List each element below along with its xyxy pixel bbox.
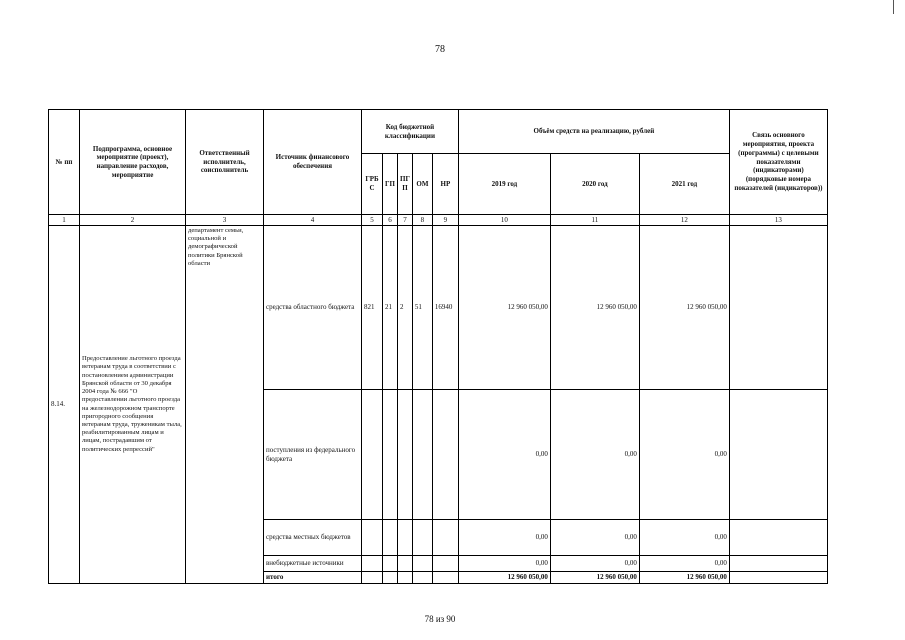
column-number: 7 [398, 215, 413, 226]
amount-2020: 12 960 050,00 [550, 226, 639, 390]
header-2019: 2019 год [458, 154, 550, 215]
source-local: средства местных бюджетов [264, 520, 362, 556]
row-executor: департамент семьи, социальной и демографической политики Брянской области [186, 226, 264, 584]
indicator-cell [729, 572, 827, 584]
cell-grbs: 821 [362, 226, 383, 390]
page-footer: 78 из 90 [424, 614, 456, 624]
column-number: 3 [186, 215, 264, 226]
header-amount: Объём средств на реализацию, рублей [458, 110, 729, 154]
header-grbs: ГРБ С [362, 154, 383, 215]
row-number: 8.14. [49, 226, 80, 584]
amount-2020: 0,00 [550, 520, 639, 556]
column-number: 13 [729, 215, 827, 226]
page-number: 78 [435, 44, 445, 55]
source-regional: средства областного бюджета [264, 226, 362, 390]
column-number: 12 [639, 215, 729, 226]
amount-2021: 0,00 [639, 556, 729, 572]
total-2020: 12 960 050,00 [550, 572, 639, 584]
total-label: итого [264, 572, 362, 584]
amount-2021: 12 960 050,00 [639, 226, 729, 390]
header-gp: ГП [383, 154, 398, 215]
indicator-cell [729, 226, 827, 390]
header-budget-code: Код бюджетной классификации [362, 110, 459, 154]
header-pgp: ПГ П [398, 154, 413, 215]
amount-2019: 0,00 [458, 520, 550, 556]
column-number: 10 [458, 215, 550, 226]
column-number: 5 [362, 215, 383, 226]
header-om: ОМ [412, 154, 432, 215]
indicator-cell [729, 556, 827, 572]
amount-2019: 0,00 [458, 390, 550, 520]
column-number: 9 [432, 215, 458, 226]
indicator-cell [729, 520, 827, 556]
source-federal: поступления из федерального бюджета [264, 390, 362, 520]
header-number: № пп [49, 110, 80, 215]
header-executor: Ответственный исполнитель, соисполнитель [186, 110, 264, 215]
column-number: 8 [412, 215, 432, 226]
amount-2019: 0,00 [458, 556, 550, 572]
cell-gp: 21 [383, 226, 398, 390]
source-extrabudgetary: внебюджетные источники [264, 556, 362, 572]
column-number: 2 [80, 215, 186, 226]
amount-2020: 0,00 [550, 390, 639, 520]
amount-2021: 0,00 [639, 520, 729, 556]
column-number: 6 [383, 215, 398, 226]
column-number: 11 [550, 215, 639, 226]
header-np: НР [432, 154, 458, 215]
amount-2019: 12 960 050,00 [458, 226, 550, 390]
header-2021: 2021 год [639, 154, 729, 215]
cell-om: 51 [412, 226, 432, 390]
program-table [48, 109, 828, 584]
header-2020: 2020 год [550, 154, 639, 215]
amount-2021: 0,00 [639, 390, 729, 520]
cell-np: 16940 [432, 226, 458, 390]
header-subprogram: Подпрограмма, основное мероприятие (проект), направление расходов, мероприятие [80, 110, 186, 215]
indicator-cell [729, 390, 827, 520]
total-2021: 12 960 050,00 [639, 572, 729, 584]
header-source: Источник финансового обеспечения [264, 110, 362, 215]
column-number: 4 [264, 215, 362, 226]
amount-2020: 0,00 [550, 556, 639, 572]
header-indicator-link: Связь основного мероприятия, проекта (программы) с целевыми показателями (индикаторами) (порядковые номера показателей (индикаторов)) [729, 110, 827, 215]
column-number: 1 [49, 215, 80, 226]
row-description: Предоставление льготного проезда ветеранам труда в соответствии с постановлением администрации Брянской области от 30 декабря 2004 года № 666 "О предоставлении льготного проезда на железнодорожном транспорте пригородного сообщения ветеранам труда, труженикам тыла, реабилитированным лицам и лицам, пострадавшим от политических репрессий" [80, 226, 186, 584]
page-edge-mark [893, 0, 894, 14]
total-2019: 12 960 050,00 [458, 572, 550, 584]
cell-pgp: 2 [398, 226, 413, 390]
